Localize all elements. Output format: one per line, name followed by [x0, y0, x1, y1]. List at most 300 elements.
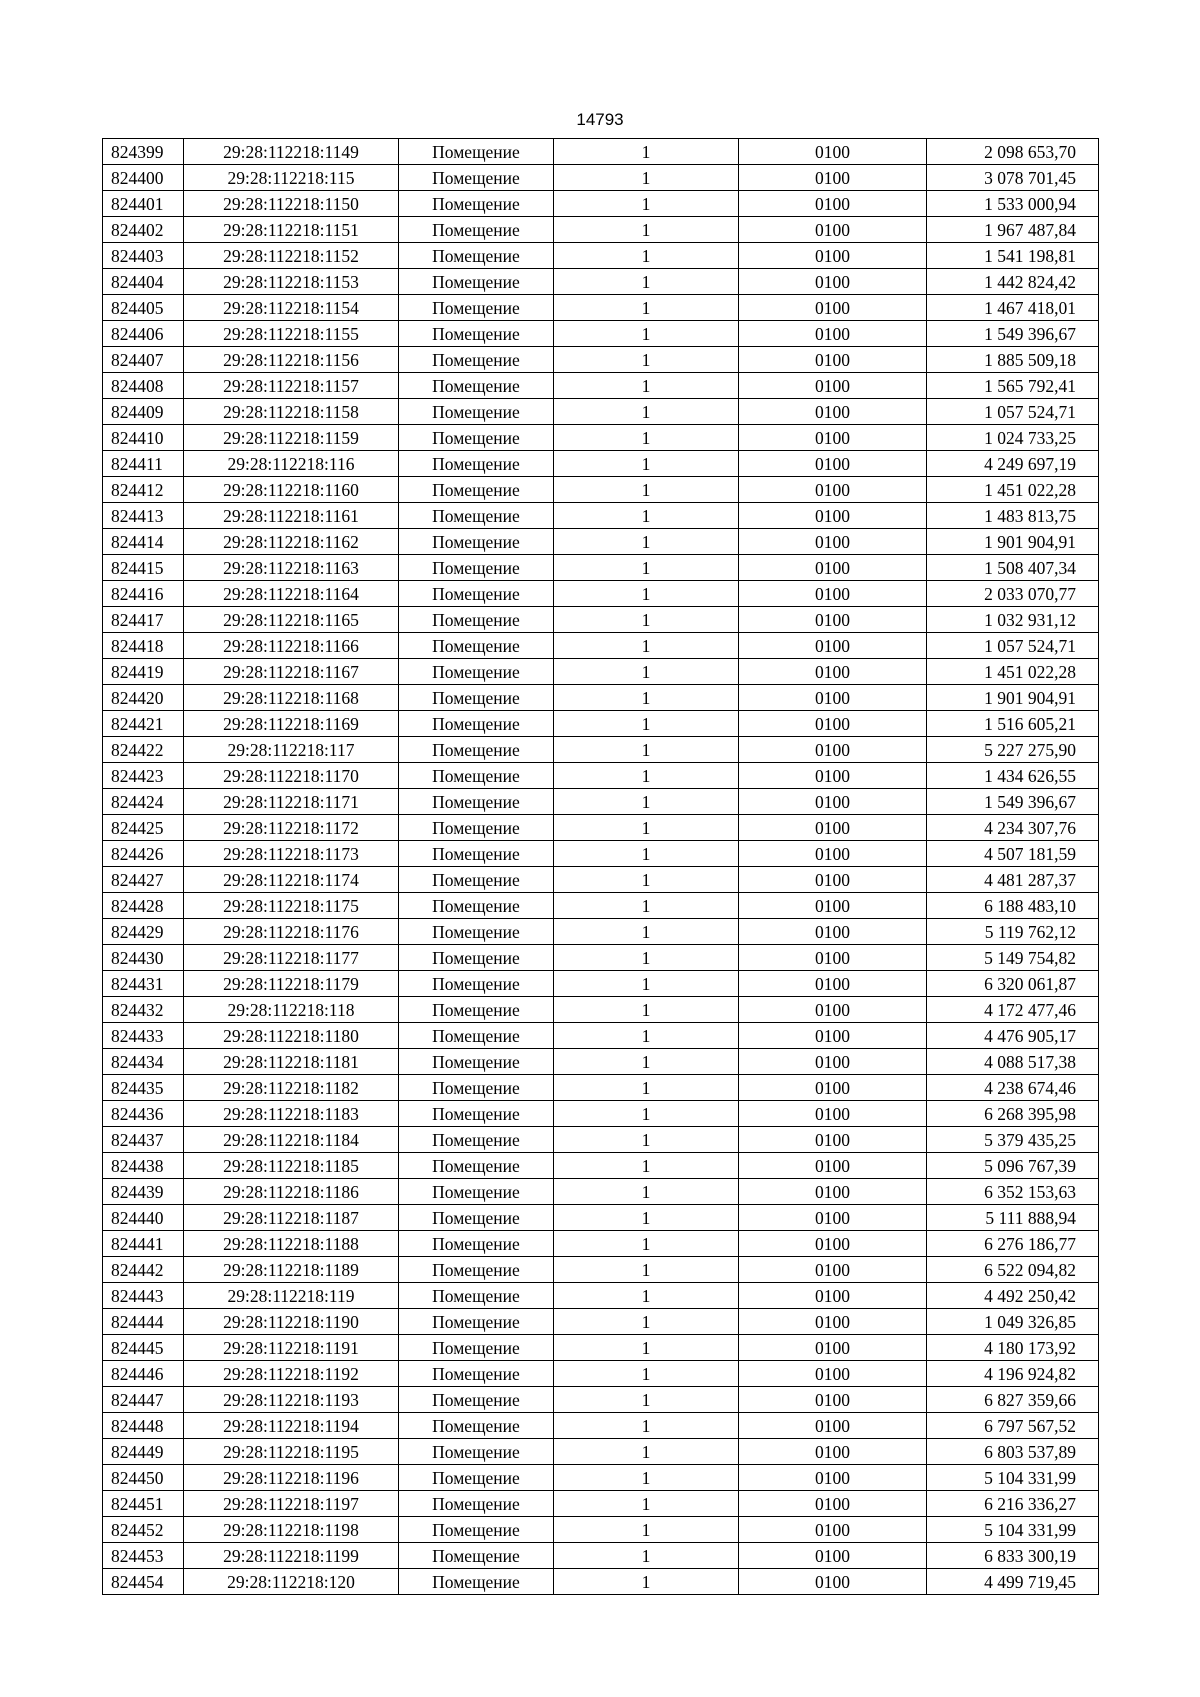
cadastral-number-cell: 29:28:112218:1184 [184, 1127, 399, 1153]
row-number-cell: 824410 [103, 425, 184, 451]
cadastral-value-table [102, 138, 1099, 1595]
table-row [103, 997, 1099, 1023]
code-cell: 0100 [739, 1153, 927, 1179]
row-number-cell: 824417 [103, 607, 184, 633]
count-cell: 1 [554, 139, 739, 165]
object-type-cell: Помещение [399, 945, 554, 971]
row-number-cell: 824446 [103, 1361, 184, 1387]
code-cell: 0100 [739, 269, 927, 295]
cadastral-value-cell: 1 533 000,94 [927, 191, 1099, 217]
count-cell: 1 [554, 529, 739, 555]
code-cell: 0100 [739, 841, 927, 867]
row-number-cell: 824444 [103, 1309, 184, 1335]
code-cell: 0100 [739, 217, 927, 243]
table-row [103, 1491, 1099, 1517]
cadastral-number-cell: 29:28:112218:1187 [184, 1205, 399, 1231]
object-type-cell: Помещение [399, 919, 554, 945]
object-type-cell: Помещение [399, 165, 554, 191]
row-number-cell: 824401 [103, 191, 184, 217]
cadastral-number-cell: 29:28:112218:119 [184, 1283, 399, 1309]
table-row [103, 1387, 1099, 1413]
count-cell: 1 [554, 165, 739, 191]
table-row [103, 399, 1099, 425]
count-cell: 1 [554, 633, 739, 659]
cadastral-value-cell: 4 088 517,38 [927, 1049, 1099, 1075]
cadastral-value-cell: 4 180 173,92 [927, 1335, 1099, 1361]
cadastral-number-cell: 29:28:112218:1175 [184, 893, 399, 919]
row-number-cell: 824405 [103, 295, 184, 321]
cadastral-value-cell: 1 057 524,71 [927, 633, 1099, 659]
code-cell: 0100 [739, 451, 927, 477]
table-row [103, 373, 1099, 399]
table-row [103, 1205, 1099, 1231]
row-number-cell: 824434 [103, 1049, 184, 1075]
row-number-cell: 824418 [103, 633, 184, 659]
table-row [103, 971, 1099, 997]
object-type-cell: Помещение [399, 659, 554, 685]
table-row [103, 893, 1099, 919]
cadastral-number-cell: 29:28:112218:118 [184, 997, 399, 1023]
object-type-cell: Помещение [399, 139, 554, 165]
object-type-cell: Помещение [399, 373, 554, 399]
table-row [103, 737, 1099, 763]
row-number-cell: 824453 [103, 1543, 184, 1569]
count-cell: 1 [554, 1569, 739, 1595]
object-type-cell: Помещение [399, 1153, 554, 1179]
table-row [103, 191, 1099, 217]
count-cell: 1 [554, 243, 739, 269]
object-type-cell: Помещение [399, 451, 554, 477]
cadastral-value-cell: 5 096 767,39 [927, 1153, 1099, 1179]
object-type-cell: Помещение [399, 1101, 554, 1127]
code-cell: 0100 [739, 243, 927, 269]
row-number-cell: 824448 [103, 1413, 184, 1439]
row-number-cell: 824426 [103, 841, 184, 867]
object-type-cell: Помещение [399, 1517, 554, 1543]
object-type-cell: Помещение [399, 1543, 554, 1569]
cadastral-value-cell: 4 476 905,17 [927, 1023, 1099, 1049]
page-number: 14793 [576, 110, 624, 129]
object-type-cell: Помещение [399, 1127, 554, 1153]
code-cell: 0100 [739, 1335, 927, 1361]
code-cell: 0100 [739, 893, 927, 919]
code-cell: 0100 [739, 997, 927, 1023]
row-number-cell: 824445 [103, 1335, 184, 1361]
code-cell: 0100 [739, 1309, 927, 1335]
code-cell: 0100 [739, 555, 927, 581]
cadastral-value-cell: 1 967 487,84 [927, 217, 1099, 243]
object-type-cell: Помещение [399, 1387, 554, 1413]
row-number-cell: 824437 [103, 1127, 184, 1153]
cadastral-number-cell: 29:28:112218:117 [184, 737, 399, 763]
cadastral-value-cell: 1 549 396,67 [927, 321, 1099, 347]
cadastral-value-cell: 1 451 022,28 [927, 477, 1099, 503]
cadastral-value-cell: 1 442 824,42 [927, 269, 1099, 295]
object-type-cell: Помещение [399, 1335, 554, 1361]
table-row [103, 1335, 1099, 1361]
table-row [103, 529, 1099, 555]
table-row [103, 1439, 1099, 1465]
row-number-cell: 824443 [103, 1283, 184, 1309]
object-type-cell: Помещение [399, 1179, 554, 1205]
cadastral-number-cell: 29:28:112218:116 [184, 451, 399, 477]
cadastral-number-cell: 29:28:112218:1152 [184, 243, 399, 269]
row-number-cell: 824452 [103, 1517, 184, 1543]
cadastral-number-cell: 29:28:112218:115 [184, 165, 399, 191]
code-cell: 0100 [739, 711, 927, 737]
row-number-cell: 824419 [103, 659, 184, 685]
table-row [103, 1257, 1099, 1283]
row-number-cell: 824447 [103, 1387, 184, 1413]
row-number-cell: 824415 [103, 555, 184, 581]
code-cell: 0100 [739, 1543, 927, 1569]
count-cell: 1 [554, 841, 739, 867]
cadastral-value-cell: 6 320 061,87 [927, 971, 1099, 997]
cadastral-value-cell: 1 049 326,85 [927, 1309, 1099, 1335]
cadastral-value-cell: 4 172 477,46 [927, 997, 1099, 1023]
cadastral-number-cell: 29:28:112218:1173 [184, 841, 399, 867]
cadastral-value-cell: 1 467 418,01 [927, 295, 1099, 321]
cadastral-value-cell: 1 885 509,18 [927, 347, 1099, 373]
count-cell: 1 [554, 1283, 739, 1309]
cadastral-number-cell: 29:28:112218:1198 [184, 1517, 399, 1543]
code-cell: 0100 [739, 607, 927, 633]
object-type-cell: Помещение [399, 607, 554, 633]
row-number-cell: 824411 [103, 451, 184, 477]
cadastral-value-cell: 5 104 331,99 [927, 1465, 1099, 1491]
cadastral-value-cell: 1 024 733,25 [927, 425, 1099, 451]
table-row [103, 659, 1099, 685]
count-cell: 1 [554, 893, 739, 919]
count-cell: 1 [554, 451, 739, 477]
code-cell: 0100 [739, 1283, 927, 1309]
table-body [103, 139, 1099, 1595]
code-cell: 0100 [739, 815, 927, 841]
cadastral-number-cell: 29:28:112218:1199 [184, 1543, 399, 1569]
object-type-cell: Помещение [399, 1283, 554, 1309]
count-cell: 1 [554, 789, 739, 815]
count-cell: 1 [554, 1023, 739, 1049]
cadastral-number-cell: 29:28:112218:1151 [184, 217, 399, 243]
count-cell: 1 [554, 1387, 739, 1413]
cadastral-number-cell: 29:28:112218:1168 [184, 685, 399, 711]
object-type-cell: Помещение [399, 893, 554, 919]
row-number-cell: 824413 [103, 503, 184, 529]
code-cell: 0100 [739, 1023, 927, 1049]
table-row [103, 1049, 1099, 1075]
count-cell: 1 [554, 815, 739, 841]
table-row [103, 1231, 1099, 1257]
table-row [103, 1543, 1099, 1569]
cadastral-value-cell: 1 057 524,71 [927, 399, 1099, 425]
table-row [103, 633, 1099, 659]
count-cell: 1 [554, 1517, 739, 1543]
row-number-cell: 824440 [103, 1205, 184, 1231]
code-cell: 0100 [739, 373, 927, 399]
cadastral-number-cell: 29:28:112218:1149 [184, 139, 399, 165]
count-cell: 1 [554, 919, 739, 945]
count-cell: 1 [554, 763, 739, 789]
object-type-cell: Помещение [399, 815, 554, 841]
cadastral-number-cell: 29:28:112218:1164 [184, 581, 399, 607]
cadastral-value-cell: 4 481 287,37 [927, 867, 1099, 893]
table-row [103, 607, 1099, 633]
code-cell: 0100 [739, 1413, 927, 1439]
code-cell: 0100 [739, 685, 927, 711]
cadastral-number-cell: 29:28:112218:1157 [184, 373, 399, 399]
count-cell: 1 [554, 217, 739, 243]
count-cell: 1 [554, 1491, 739, 1517]
table-row [103, 555, 1099, 581]
code-cell: 0100 [739, 633, 927, 659]
cadastral-value-cell: 1 901 904,91 [927, 529, 1099, 555]
cadastral-number-cell: 29:28:112218:1181 [184, 1049, 399, 1075]
cadastral-number-cell: 29:28:112218:1156 [184, 347, 399, 373]
cadastral-number-cell: 29:28:112218:1158 [184, 399, 399, 425]
cadastral-number-cell: 29:28:112218:1193 [184, 1387, 399, 1413]
cadastral-number-cell: 29:28:112218:1161 [184, 503, 399, 529]
cadastral-number-cell: 29:28:112218:1197 [184, 1491, 399, 1517]
cadastral-value-cell: 3 078 701,45 [927, 165, 1099, 191]
row-number-cell: 824436 [103, 1101, 184, 1127]
cadastral-value-cell: 6 827 359,66 [927, 1387, 1099, 1413]
row-number-cell: 824450 [103, 1465, 184, 1491]
cadastral-number-cell: 29:28:112218:1176 [184, 919, 399, 945]
cadastral-value-cell: 4 196 924,82 [927, 1361, 1099, 1387]
code-cell: 0100 [739, 1101, 927, 1127]
cadastral-value-cell: 4 507 181,59 [927, 841, 1099, 867]
object-type-cell: Помещение [399, 1023, 554, 1049]
cadastral-number-cell: 29:28:112218:1169 [184, 711, 399, 737]
cadastral-value-cell: 1 565 792,41 [927, 373, 1099, 399]
code-cell: 0100 [739, 1569, 927, 1595]
cadastral-value-cell: 5 111 888,94 [927, 1205, 1099, 1231]
object-type-cell: Помещение [399, 867, 554, 893]
table-row [103, 1569, 1099, 1595]
row-number-cell: 824428 [103, 893, 184, 919]
cadastral-number-cell: 29:28:112218:1195 [184, 1439, 399, 1465]
count-cell: 1 [554, 997, 739, 1023]
cadastral-value-cell: 6 833 300,19 [927, 1543, 1099, 1569]
row-number-cell: 824441 [103, 1231, 184, 1257]
table-row [103, 139, 1099, 165]
row-number-cell: 824430 [103, 945, 184, 971]
row-number-cell: 824427 [103, 867, 184, 893]
code-cell: 0100 [739, 1439, 927, 1465]
table-row [103, 1517, 1099, 1543]
cadastral-number-cell: 29:28:112218:1188 [184, 1231, 399, 1257]
object-type-cell: Помещение [399, 1257, 554, 1283]
count-cell: 1 [554, 1543, 739, 1569]
object-type-cell: Помещение [399, 399, 554, 425]
count-cell: 1 [554, 685, 739, 711]
row-number-cell: 824439 [103, 1179, 184, 1205]
cadastral-value-cell: 6 797 567,52 [927, 1413, 1099, 1439]
count-cell: 1 [554, 1205, 739, 1231]
table-row [103, 1361, 1099, 1387]
code-cell: 0100 [739, 1205, 927, 1231]
count-cell: 1 [554, 399, 739, 425]
count-cell: 1 [554, 607, 739, 633]
count-cell: 1 [554, 971, 739, 997]
cadastral-number-cell: 29:28:112218:1196 [184, 1465, 399, 1491]
count-cell: 1 [554, 1231, 739, 1257]
object-type-cell: Помещение [399, 711, 554, 737]
code-cell: 0100 [739, 1049, 927, 1075]
row-number-cell: 824400 [103, 165, 184, 191]
row-number-cell: 824433 [103, 1023, 184, 1049]
code-cell: 0100 [739, 1491, 927, 1517]
cadastral-number-cell: 29:28:112218:1180 [184, 1023, 399, 1049]
row-number-cell: 824414 [103, 529, 184, 555]
row-number-cell: 824449 [103, 1439, 184, 1465]
count-cell: 1 [554, 867, 739, 893]
count-cell: 1 [554, 555, 739, 581]
table-row [103, 581, 1099, 607]
row-number-cell: 824435 [103, 1075, 184, 1101]
object-type-cell: Помещение [399, 1569, 554, 1595]
object-type-cell: Помещение [399, 1439, 554, 1465]
cadastral-value-cell: 1 434 626,55 [927, 763, 1099, 789]
row-number-cell: 824421 [103, 711, 184, 737]
row-number-cell: 824399 [103, 139, 184, 165]
row-number-cell: 824438 [103, 1153, 184, 1179]
cadastral-number-cell: 29:28:112218:1182 [184, 1075, 399, 1101]
row-number-cell: 824454 [103, 1569, 184, 1595]
table-row [103, 477, 1099, 503]
count-cell: 1 [554, 711, 739, 737]
code-cell: 0100 [739, 321, 927, 347]
table-row [103, 1465, 1099, 1491]
cadastral-number-cell: 29:28:112218:1179 [184, 971, 399, 997]
count-cell: 1 [554, 1465, 739, 1491]
cadastral-number-cell: 29:28:112218:1163 [184, 555, 399, 581]
object-type-cell: Помещение [399, 1231, 554, 1257]
row-number-cell: 824432 [103, 997, 184, 1023]
code-cell: 0100 [739, 581, 927, 607]
count-cell: 1 [554, 347, 739, 373]
code-cell: 0100 [739, 425, 927, 451]
count-cell: 1 [554, 737, 739, 763]
count-cell: 1 [554, 945, 739, 971]
cadastral-number-cell: 29:28:112218:1155 [184, 321, 399, 347]
cadastral-value-cell: 5 379 435,25 [927, 1127, 1099, 1153]
table-row [103, 1283, 1099, 1309]
row-number-cell: 824425 [103, 815, 184, 841]
table-row [103, 347, 1099, 373]
count-cell: 1 [554, 191, 739, 217]
table-row [103, 165, 1099, 191]
count-cell: 1 [554, 659, 739, 685]
count-cell: 1 [554, 1413, 739, 1439]
table-row [103, 1309, 1099, 1335]
cadastral-value-cell: 6 352 153,63 [927, 1179, 1099, 1205]
object-type-cell: Помещение [399, 191, 554, 217]
object-type-cell: Помещение [399, 1309, 554, 1335]
cadastral-value-cell: 6 216 336,27 [927, 1491, 1099, 1517]
cadastral-value-cell: 6 268 395,98 [927, 1101, 1099, 1127]
cadastral-number-cell: 29:28:112218:1192 [184, 1361, 399, 1387]
cadastral-number-cell: 29:28:112218:1186 [184, 1179, 399, 1205]
cadastral-value-cell: 1 541 198,81 [927, 243, 1099, 269]
row-number-cell: 824416 [103, 581, 184, 607]
code-cell: 0100 [739, 945, 927, 971]
table-row [103, 1127, 1099, 1153]
object-type-cell: Помещение [399, 217, 554, 243]
count-cell: 1 [554, 321, 739, 347]
code-cell: 0100 [739, 399, 927, 425]
count-cell: 1 [554, 1127, 739, 1153]
cadastral-value-cell: 6 522 094,82 [927, 1257, 1099, 1283]
cadastral-number-cell: 29:28:112218:1153 [184, 269, 399, 295]
object-type-cell: Помещение [399, 243, 554, 269]
cadastral-number-cell: 29:28:112218:1165 [184, 607, 399, 633]
table-row [103, 789, 1099, 815]
cadastral-number-cell: 29:28:112218:1190 [184, 1309, 399, 1335]
cadastral-number-cell: 29:28:112218:1150 [184, 191, 399, 217]
table-row [103, 1413, 1099, 1439]
object-type-cell: Помещение [399, 1205, 554, 1231]
table-row [103, 867, 1099, 893]
object-type-cell: Помещение [399, 581, 554, 607]
count-cell: 1 [554, 503, 739, 529]
table-row [103, 451, 1099, 477]
code-cell: 0100 [739, 347, 927, 373]
code-cell: 0100 [739, 1127, 927, 1153]
cadastral-value-cell: 5 149 754,82 [927, 945, 1099, 971]
cadastral-number-cell: 29:28:112218:1177 [184, 945, 399, 971]
object-type-cell: Помещение [399, 971, 554, 997]
cadastral-value-cell: 4 492 250,42 [927, 1283, 1099, 1309]
code-cell: 0100 [739, 139, 927, 165]
cadastral-number-cell: 29:28:112218:1189 [184, 1257, 399, 1283]
cadastral-number-cell: 29:28:112218:1160 [184, 477, 399, 503]
table-row [103, 1101, 1099, 1127]
cadastral-value-cell: 5 119 762,12 [927, 919, 1099, 945]
object-type-cell: Помещение [399, 633, 554, 659]
code-cell: 0100 [739, 919, 927, 945]
cadastral-value-cell: 4 238 674,46 [927, 1075, 1099, 1101]
cadastral-number-cell: 29:28:112218:1167 [184, 659, 399, 685]
code-cell: 0100 [739, 1361, 927, 1387]
object-type-cell: Помещение [399, 763, 554, 789]
object-type-cell: Помещение [399, 997, 554, 1023]
count-cell: 1 [554, 581, 739, 607]
object-type-cell: Помещение [399, 295, 554, 321]
count-cell: 1 [554, 1335, 739, 1361]
code-cell: 0100 [739, 165, 927, 191]
table-row [103, 503, 1099, 529]
object-type-cell: Помещение [399, 1465, 554, 1491]
code-cell: 0100 [739, 1231, 927, 1257]
table-row [103, 295, 1099, 321]
row-number-cell: 824407 [103, 347, 184, 373]
cadastral-value-cell: 4 499 719,45 [927, 1569, 1099, 1595]
cadastral-number-cell: 29:28:112218:1159 [184, 425, 399, 451]
count-cell: 1 [554, 477, 739, 503]
row-number-cell: 824409 [103, 399, 184, 425]
cadastral-number-cell: 29:28:112218:1154 [184, 295, 399, 321]
table-row [103, 945, 1099, 971]
table-row [103, 269, 1099, 295]
cadastral-value-cell: 1 516 605,21 [927, 711, 1099, 737]
code-cell: 0100 [739, 867, 927, 893]
cadastral-value-cell: 1 483 813,75 [927, 503, 1099, 529]
cadastral-value-cell: 1 032 931,12 [927, 607, 1099, 633]
table-row [103, 321, 1099, 347]
object-type-cell: Помещение [399, 841, 554, 867]
cadastral-value-cell: 6 188 483,10 [927, 893, 1099, 919]
